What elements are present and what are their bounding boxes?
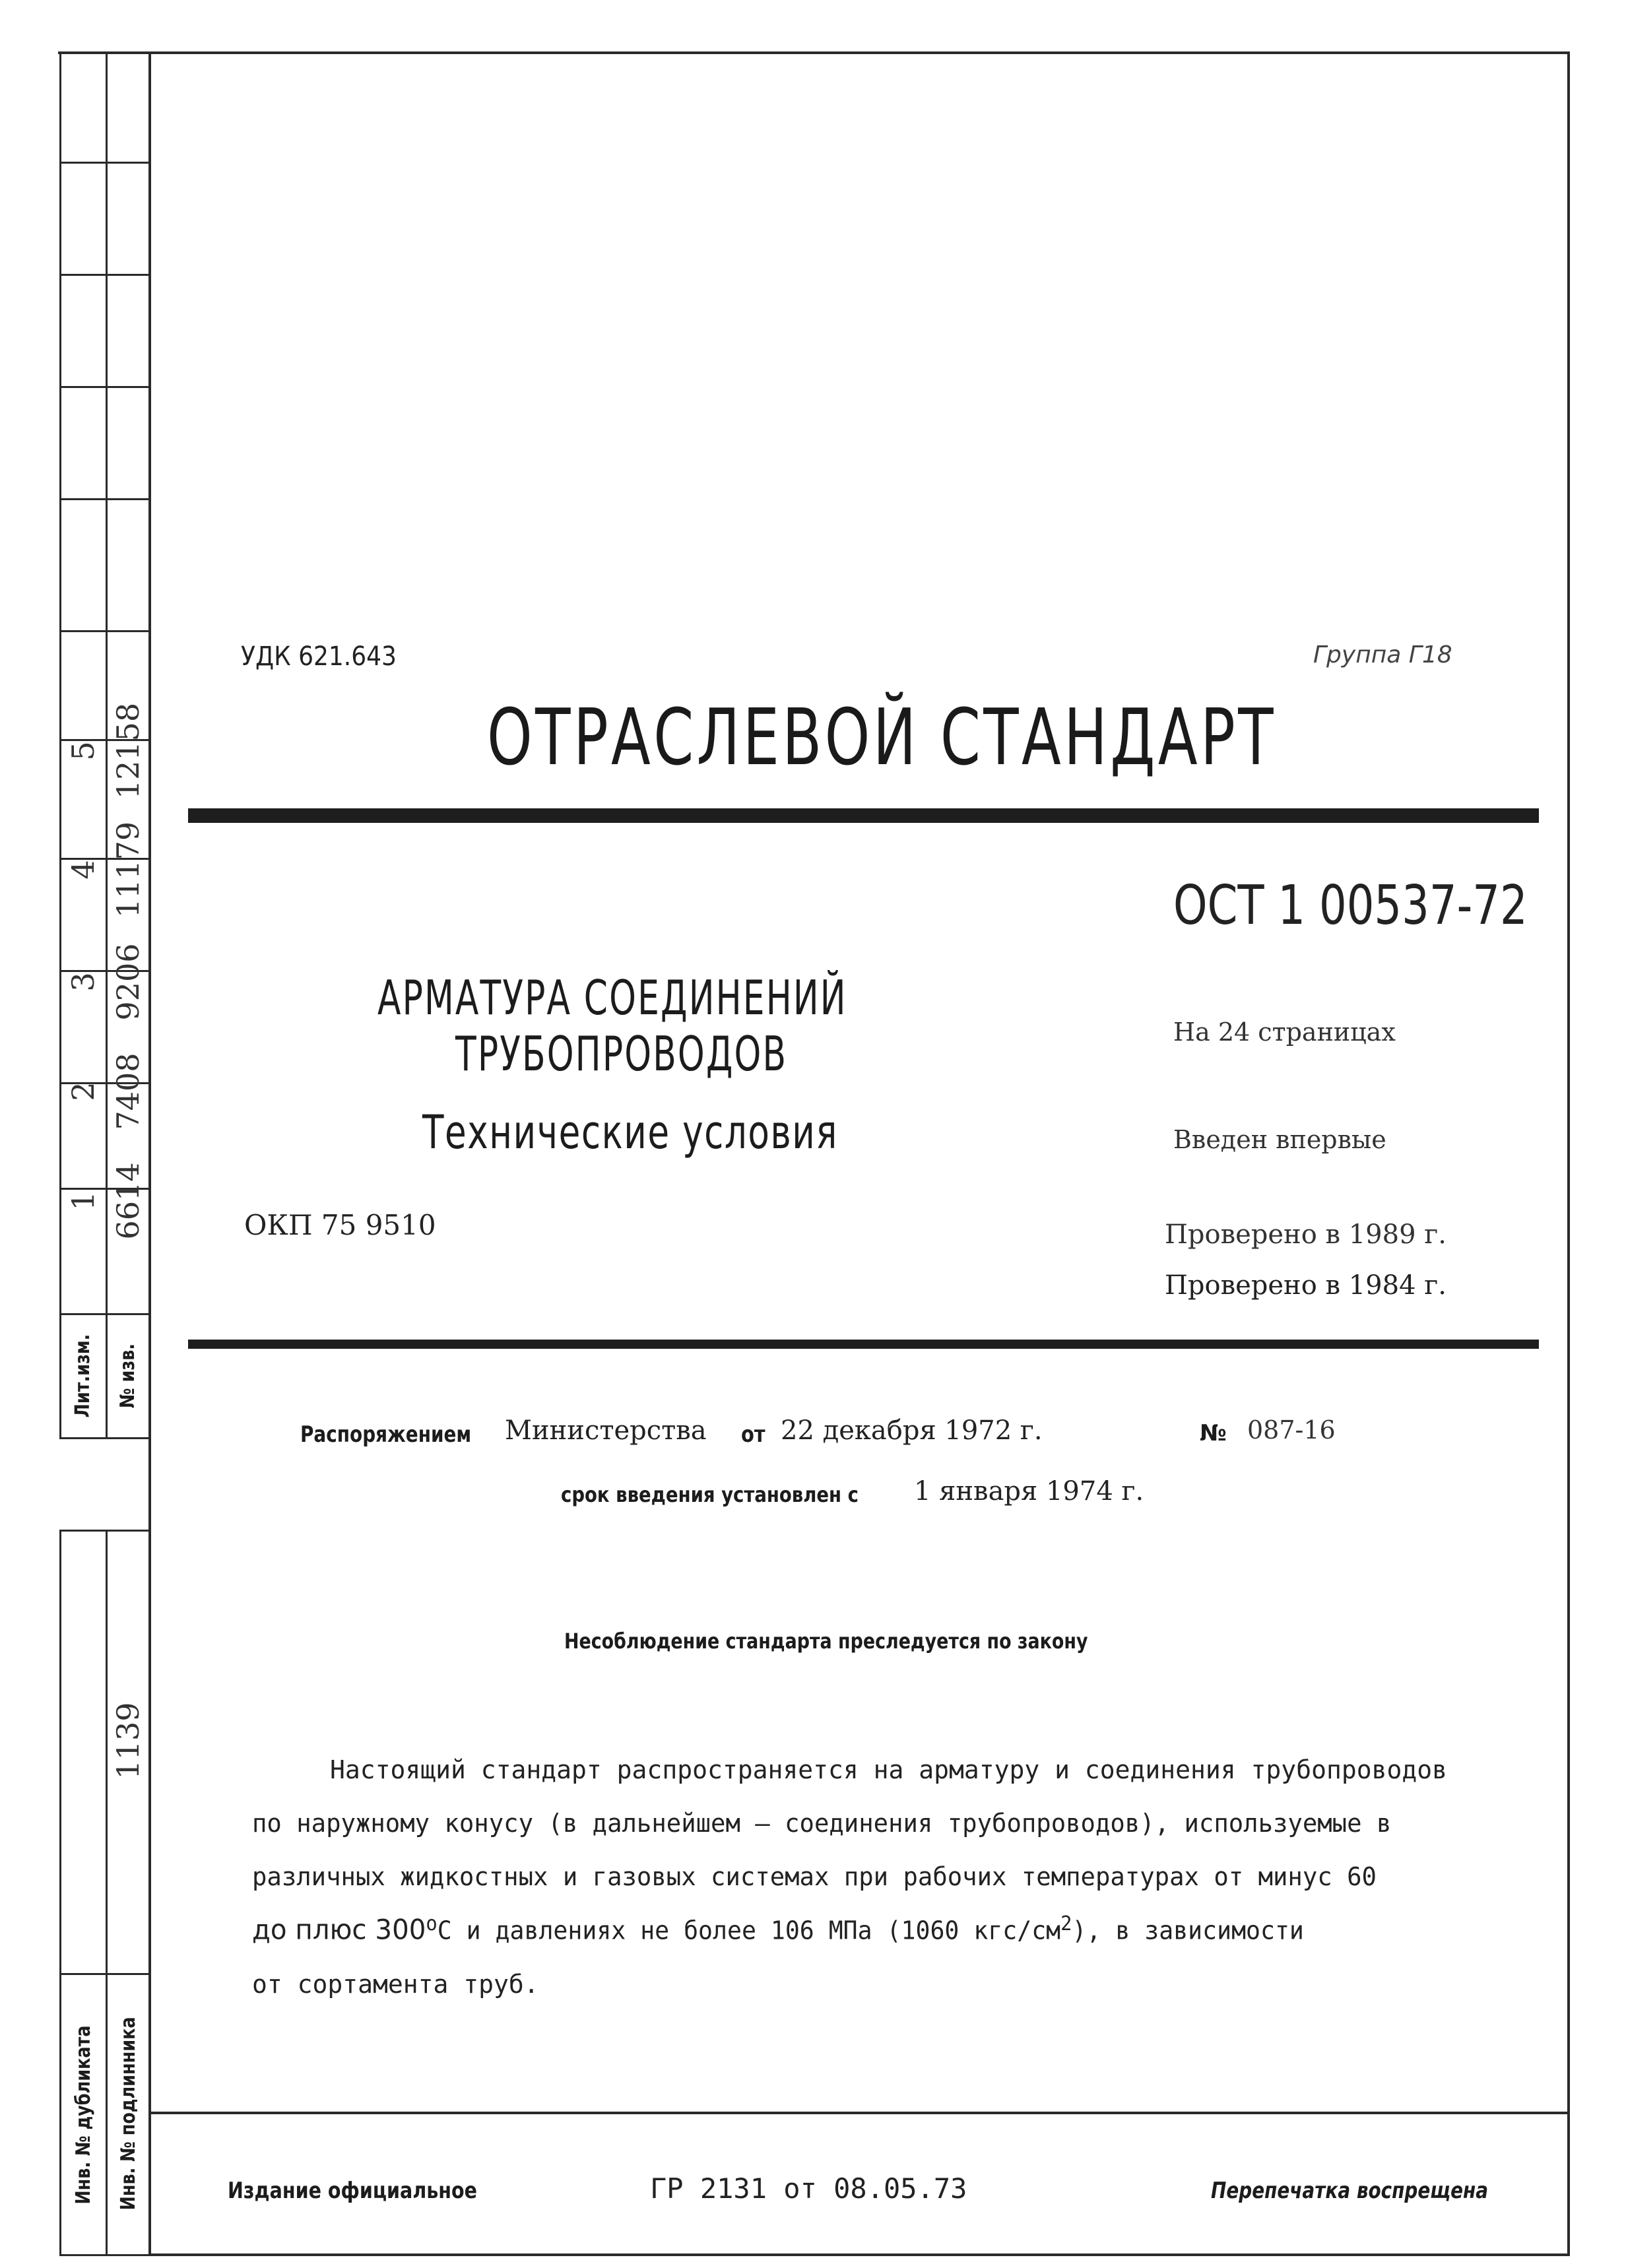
frame-inner-left-line	[148, 51, 151, 2256]
margin-doc-12158: 12158	[110, 702, 146, 800]
margin-doc-6614: 6614	[110, 1162, 146, 1240]
document-title: ОТРАСЛЕВОЙ СТАНДАРТ	[487, 692, 1276, 783]
margin-label-no-izv: № изв.	[116, 1343, 139, 1409]
introduced-first: Введен впервые	[1173, 1125, 1386, 1154]
order-number-label: №	[1200, 1420, 1227, 1446]
margin-label-inv-dubl: Инв. № дубликата	[72, 2025, 95, 2205]
udk-code: УДК 621.643	[241, 641, 397, 672]
body-line-4-a: до плюс 300	[252, 1913, 426, 1946]
order-ministry: Министерства	[505, 1415, 707, 1446]
margin-doc-11179: 11179	[110, 821, 146, 919]
margin-duplicate-number: 1139	[110, 1702, 146, 1780]
degree-sign: о	[426, 1912, 438, 1935]
body-line-4-c: ), в зависимости	[1072, 1916, 1304, 1945]
standard-name-line1: АРМАТУРА СОЕДИНЕНИЙ	[377, 970, 847, 1025]
frame-bottom-line	[148, 2253, 1570, 2256]
footer-edition: Издание официальное	[228, 2178, 478, 2204]
footer-reprint: Перепечатка воспрещена	[1211, 2178, 1489, 2204]
term-label: срок введения установлен с	[561, 1482, 859, 1507]
body-line-4-b: С и давлениях не более 106 МПа (1060 кгс/см	[437, 1916, 1061, 1945]
standard-subtitle: Технические условия	[422, 1105, 838, 1159]
margin-doc-7408: 7408	[110, 1053, 146, 1130]
margin-sheet-1: 1	[65, 1191, 101, 1211]
standard-name-line2: ТРУБОПРОВОДОВ	[455, 1026, 788, 1082]
top-thick-rule	[188, 808, 1539, 823]
okp-code: ОКП 75 9510	[244, 1209, 436, 1241]
pages-count: На 24 страницах	[1173, 1018, 1396, 1047]
margin-doc-9206: 9206	[110, 943, 146, 1021]
body-line-1: Настоящий стандарт распространяется на арматуру и соединения трубопроводов	[330, 1755, 1447, 1784]
frame-right-line	[1567, 51, 1570, 2255]
margin-sheet-5: 5	[65, 741, 101, 761]
body-line-3: различных жидкостных и газовых системах при рабочих температурах от минус 60	[252, 1862, 1377, 1891]
law-notice: Несоблюдение стандарта преследуется по закону	[564, 1629, 1088, 1654]
group-code: Группа Г18	[1313, 641, 1452, 668]
margin-label-inv-podl: Инв. № подлинника	[117, 2017, 140, 2211]
superscript-2: 2	[1060, 1912, 1072, 1935]
footer-separator-line	[148, 2112, 1570, 2114]
checked-1984: Проверено в 1984 г.	[1165, 1270, 1447, 1301]
body-line-2: по наружному конусу (в дальнейшем – соединения трубопроводов), используемые в	[252, 1809, 1392, 1838]
order-from-label: от	[741, 1421, 765, 1448]
order-date: 22 декабря 1972 г.	[781, 1415, 1043, 1446]
checked-1989: Проверено в 1989 г.	[1165, 1219, 1447, 1250]
margin-sheet-2: 2	[65, 1082, 101, 1101]
term-date: 1 января 1974 г.	[914, 1476, 1144, 1507]
body-line-5: от сортамента труб.	[252, 1970, 539, 1999]
footer-gr: ГР 2131 от 08.05.73	[650, 2172, 967, 2205]
bottom-thick-rule	[188, 1340, 1539, 1349]
body-line-4	[252, 1912, 1304, 1946]
standard-number: ОСТ 1 00537-72	[1173, 874, 1528, 937]
margin-label-lit-izm: Лит.изм.	[71, 1334, 94, 1418]
margin-sheet-3: 3	[65, 972, 101, 992]
frame-top-line	[58, 51, 1569, 54]
order-label: Распоряжением	[300, 1421, 472, 1448]
margin-sheet-4: 4	[65, 860, 101, 880]
order-number: 087-16	[1247, 1415, 1336, 1444]
